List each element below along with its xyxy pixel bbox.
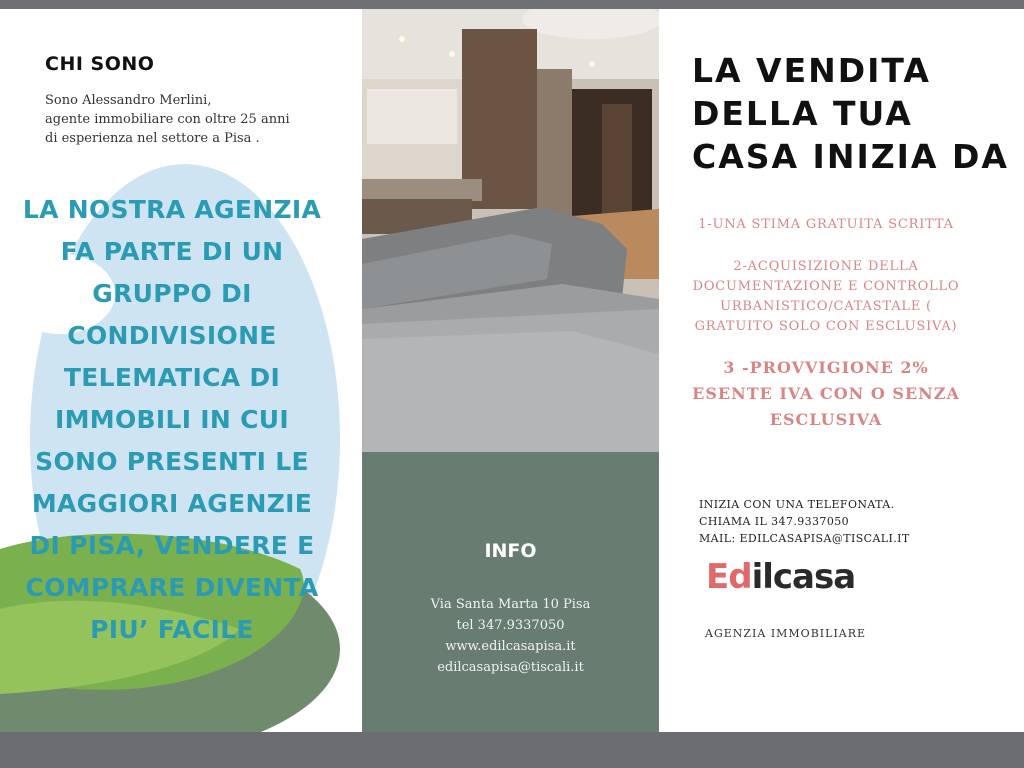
step-2-line: DOCUMENTAZIONE E CONTROLLO: [692, 279, 960, 294]
bottom-frame-bar: [0, 732, 1024, 768]
step-3-line: 3 -PROVVIGIONE 2%: [723, 358, 929, 377]
logo-subtitle: AGENZIA IMMOBILIARE: [705, 627, 867, 640]
website-text: www.edilcasapisa.it: [445, 639, 576, 654]
living-room-photo: [362, 9, 659, 452]
panel-info: [362, 9, 659, 732]
step-2-line: URBANISTICO/CATASTALE (: [720, 299, 932, 314]
panel-chi-sono: [0, 9, 362, 732]
agency-line: DI PISA, VENDERE E: [29, 531, 315, 560]
step-1: 1-UNA STIMA GRATUITA SCRITTA: [698, 217, 954, 232]
info-box: [362, 452, 659, 732]
contact-block: [699, 496, 910, 547]
email-text: edilcasapisa@tiscali.it: [437, 660, 584, 675]
edilcasa-logo: [706, 557, 855, 597]
agency-line: COMPRARE DIVENTA: [25, 573, 319, 602]
phone-text: tel 347.9337050: [456, 618, 565, 633]
contact-line: CHIAMA IL 347.9337050: [699, 515, 850, 528]
headline: [692, 49, 1009, 178]
bio-line: di esperienza nel settore a Pisa .: [45, 131, 260, 146]
logo-part-ed: Ed: [706, 557, 752, 597]
step-3-line: ESCLUSIVA: [769, 410, 883, 429]
agency-line: SONO PRESENTI LE: [35, 447, 309, 476]
step-2-line: GRATUITO SOLO CON ESCLUSIVA): [694, 319, 958, 334]
step-2-line: 2-ACQUISIZIONE DELLA: [733, 259, 919, 274]
panel-vendita: [659, 9, 1024, 732]
headline-line: CASA INIZIA DA: [692, 137, 1009, 176]
step-3-line: ESENTE IVA CON O SENZA: [692, 384, 960, 403]
contact-line: INIZIA CON UNA TELEFONATA.: [699, 498, 895, 511]
agency-line: IMMOBILI IN CUI: [55, 405, 289, 434]
top-frame-bar: [0, 0, 1024, 9]
logo-part-ilcasa: ilcasa: [751, 557, 856, 597]
headline-line: DELLA TUA: [692, 94, 913, 133]
bio-text: [45, 91, 345, 148]
agency-line: PIU’ FACILE: [90, 615, 254, 644]
agency-line: LA NOSTRA AGENZIA: [22, 195, 322, 224]
agency-line: CONDIVISIONE: [67, 321, 277, 350]
contact-line: MAIL: EDILCASAPISA@TISCALI.IT: [699, 532, 910, 545]
headline-line: LA VENDITA: [692, 51, 931, 90]
address-text: Via Santa Marta 10 Pisa: [430, 597, 591, 612]
bio-line: Sono Alessandro Merlini,: [45, 93, 212, 108]
agency-line: GRUPPO DI: [92, 279, 252, 308]
agency-line: TELEMATICA DI: [63, 363, 281, 392]
step-3: [659, 355, 993, 433]
info-details: [362, 594, 659, 678]
info-title: INFO: [484, 540, 537, 562]
agency-description: [0, 189, 344, 651]
agency-line: FA PARTE DI UN: [60, 237, 284, 266]
step-2: [659, 257, 993, 337]
steps-list: [659, 215, 993, 433]
section-title-chi-sono: CHI SONO: [45, 53, 155, 75]
agency-line: MAGGIORI AGENZIE: [31, 489, 313, 518]
bio-line: agente immobiliare con oltre 25 anni: [45, 112, 290, 127]
